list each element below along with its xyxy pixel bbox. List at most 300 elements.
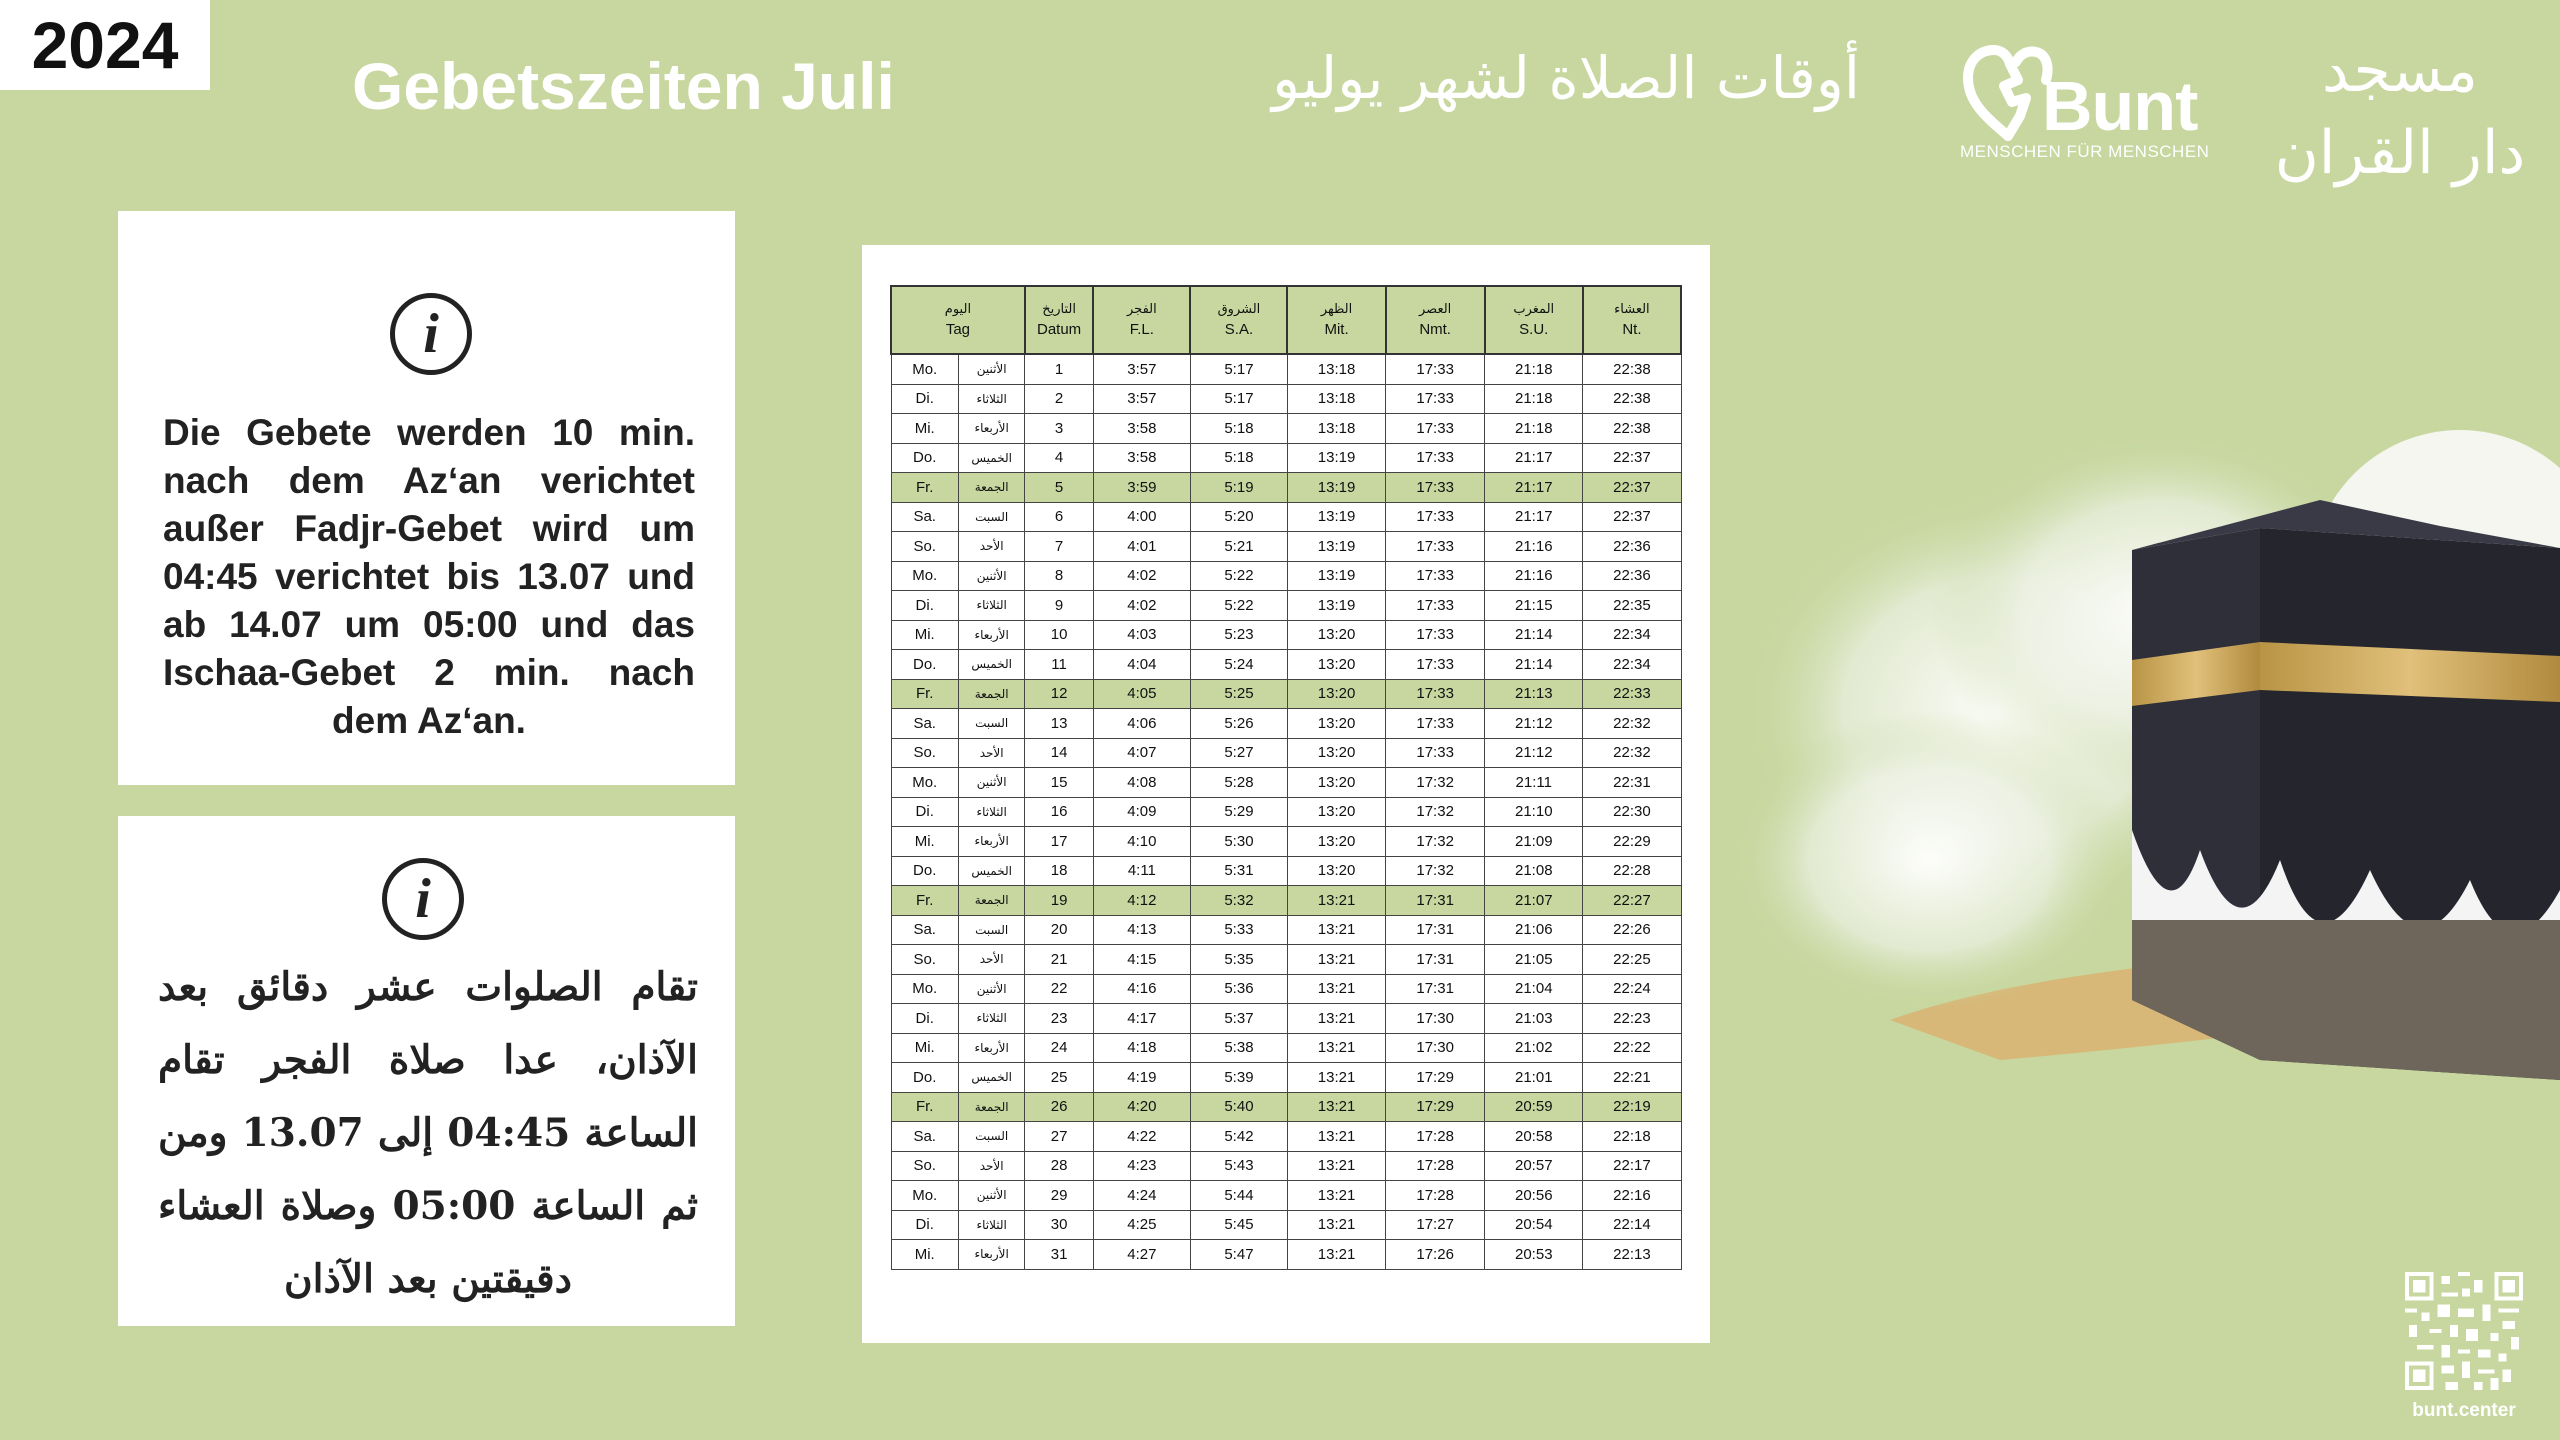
table-cell: 21:10 — [1485, 797, 1583, 827]
table-cell: 13:19 — [1287, 473, 1385, 503]
table-cell: 20:59 — [1485, 1092, 1583, 1122]
table-cell: 22:30 — [1583, 797, 1681, 827]
table-cell: 17:33 — [1386, 502, 1485, 532]
table-cell: الأربعاء — [958, 827, 1024, 857]
table-cell: 21:05 — [1485, 945, 1583, 975]
table-cell: 13:21 — [1287, 1240, 1385, 1270]
qr-code-label: bunt.center — [2412, 1400, 2516, 1421]
table-cell: 5:31 — [1190, 856, 1287, 886]
table-cell: 4:05 — [1093, 679, 1190, 709]
table-cell: الأحد — [958, 738, 1024, 768]
table-row — [891, 502, 1681, 532]
table-cell: 2 — [1025, 384, 1093, 414]
kaaba-stone-base — [2132, 920, 2560, 1080]
table-row — [891, 1151, 1681, 1181]
table-cell: 22:37 — [1583, 473, 1681, 503]
table-cell: 17:33 — [1386, 679, 1485, 709]
table-cell: 22:22 — [1583, 1033, 1681, 1063]
table-cell: 21:03 — [1485, 1004, 1583, 1034]
year-badge: 2024 — [0, 0, 210, 90]
table-cell: 4:18 — [1093, 1033, 1190, 1063]
table-cell: 5:47 — [1190, 1240, 1287, 1270]
table-cell: 22:36 — [1583, 561, 1681, 591]
table-cell: 20:56 — [1485, 1181, 1583, 1211]
table-cell: 22:38 — [1583, 414, 1681, 444]
table-cell: 13:18 — [1287, 384, 1385, 414]
table-row — [891, 473, 1681, 503]
info-icon: i — [382, 858, 464, 940]
table-cell: Di. — [891, 797, 958, 827]
table-cell: 4:00 — [1093, 502, 1190, 532]
table-row — [891, 1092, 1681, 1122]
table-cell: 5:39 — [1190, 1063, 1287, 1093]
table-cell: 4:16 — [1093, 974, 1190, 1004]
table-cell: 4:13 — [1093, 915, 1190, 945]
table-cell: 22:32 — [1583, 738, 1681, 768]
table-cell: 21:12 — [1485, 738, 1583, 768]
table-cell: 21:09 — [1485, 827, 1583, 857]
info-box-de — [118, 211, 735, 785]
mosque-name-line2: دار القران — [2274, 118, 2526, 188]
prayer-times-card — [862, 245, 1710, 1343]
table-cell: 4:12 — [1093, 886, 1190, 916]
table-cell: 20:58 — [1485, 1122, 1583, 1152]
table-cell: 17:33 — [1386, 709, 1485, 739]
table-cell: 13:21 — [1287, 915, 1385, 945]
table-cell: 13:20 — [1287, 620, 1385, 650]
table-cell: 3 — [1025, 414, 1093, 444]
table-row — [891, 827, 1681, 857]
table-cell: 5:29 — [1190, 797, 1287, 827]
table-cell: Sa. — [891, 1122, 958, 1152]
header-cell-sunrise: الشروق S.A. — [1190, 286, 1287, 354]
table-cell: Do. — [891, 856, 958, 886]
table-cell: الخميس — [958, 650, 1024, 680]
table-cell: 21:11 — [1485, 768, 1583, 798]
heart-logo-icon — [1960, 40, 2055, 150]
table-cell: الجمعة — [958, 886, 1024, 916]
table-cell: 22:18 — [1583, 1122, 1681, 1152]
table-cell: 17:33 — [1386, 620, 1485, 650]
header-cell-asr: العصر Nmt. — [1386, 286, 1485, 354]
table-cell: 21:15 — [1485, 591, 1583, 621]
prayer-times-table — [890, 285, 1682, 1270]
bunt-subtitle: MENSCHEN FÜR MENSCHEN — [1960, 142, 2210, 161]
table-cell: 5:27 — [1190, 738, 1287, 768]
header-cell-maghrib: المغرب S.U. — [1485, 286, 1583, 354]
table-row — [891, 856, 1681, 886]
table-cell: 5:37 — [1190, 1004, 1287, 1034]
table-cell: 22:28 — [1583, 856, 1681, 886]
table-cell: 13:20 — [1287, 768, 1385, 798]
table-cell: 17:33 — [1386, 532, 1485, 562]
table-cell: الجمعة — [958, 679, 1024, 709]
table-row — [891, 1181, 1681, 1211]
table-cell: 21:18 — [1485, 354, 1583, 384]
table-cell: 4:09 — [1093, 797, 1190, 827]
table-cell: 5:18 — [1190, 443, 1287, 473]
table-cell: السبت — [958, 915, 1024, 945]
bunt-logo[interactable] — [1960, 40, 2210, 165]
mosque-name — [2270, 30, 2530, 194]
table-cell: 21:07 — [1485, 886, 1583, 916]
table-cell: 22:33 — [1583, 679, 1681, 709]
table-cell: 4 — [1025, 443, 1093, 473]
table-cell: 22:32 — [1583, 709, 1681, 739]
table-cell: 17:33 — [1386, 738, 1485, 768]
table-cell: الثلاثاء — [958, 797, 1024, 827]
table-cell: Mo. — [891, 354, 958, 384]
table-cell: 5:33 — [1190, 915, 1287, 945]
table-cell: 17:33 — [1386, 591, 1485, 621]
table-row — [891, 768, 1681, 798]
table-cell: 4:19 — [1093, 1063, 1190, 1093]
table-cell: الثلاثاء — [958, 1210, 1024, 1240]
table-cell: Mi. — [891, 414, 958, 444]
table-cell: 5:19 — [1190, 473, 1287, 503]
header-cell-isha: العشاء Nt. — [1583, 286, 1681, 354]
bunt-wordmark: Bunt — [2042, 67, 2198, 145]
info-icon: i — [390, 293, 472, 375]
table-cell: 8 — [1025, 561, 1093, 591]
table-cell: 28 — [1025, 1151, 1093, 1181]
table-cell: Sa. — [891, 709, 958, 739]
table-cell: 21:14 — [1485, 650, 1583, 680]
table-cell: 17:32 — [1386, 827, 1485, 857]
table-cell: Fr. — [891, 473, 958, 503]
table-cell: الجمعة — [958, 1092, 1024, 1122]
table-cell: 13:19 — [1287, 561, 1385, 591]
table-cell: 13:21 — [1287, 1033, 1385, 1063]
table-cell: 22:38 — [1583, 354, 1681, 384]
table-cell: 13:18 — [1287, 354, 1385, 384]
table-cell: Mo. — [891, 1181, 958, 1211]
table-cell: 23 — [1025, 1004, 1093, 1034]
table-cell: 13:21 — [1287, 1151, 1385, 1181]
table-cell: 21:08 — [1485, 856, 1583, 886]
table-row — [891, 650, 1681, 680]
table-cell: 17:28 — [1386, 1181, 1485, 1211]
table-cell: الجمعة — [958, 473, 1024, 503]
table-cell: 4:07 — [1093, 738, 1190, 768]
table-cell: 20 — [1025, 915, 1093, 945]
table-cell: Sa. — [891, 502, 958, 532]
table-cell: 4:24 — [1093, 1181, 1190, 1211]
table-cell: 21:06 — [1485, 915, 1583, 945]
table-cell: الخميس — [958, 856, 1024, 886]
table-cell: 22:29 — [1583, 827, 1681, 857]
table-cell: 5:38 — [1190, 1033, 1287, 1063]
table-cell: 21:13 — [1485, 679, 1583, 709]
table-row — [891, 1063, 1681, 1093]
table-cell: 13:21 — [1287, 1063, 1385, 1093]
table-cell: 22:37 — [1583, 502, 1681, 532]
table-cell: Mo. — [891, 561, 958, 591]
table-cell: 13:21 — [1287, 1092, 1385, 1122]
table-cell: 12 — [1025, 679, 1093, 709]
table-cell: 13:19 — [1287, 591, 1385, 621]
table-cell: 25 — [1025, 1063, 1093, 1093]
table-cell: 22:35 — [1583, 591, 1681, 621]
table-cell: Fr. — [891, 679, 958, 709]
table-cell: 22:14 — [1583, 1210, 1681, 1240]
table-cell: الأربعاء — [958, 414, 1024, 444]
kaaba-illustration — [1700, 380, 2560, 1180]
table-cell: 4:03 — [1093, 620, 1190, 650]
table-cell: 15 — [1025, 768, 1093, 798]
table-row — [891, 1210, 1681, 1240]
table-cell: الأحد — [958, 945, 1024, 975]
table-row — [891, 974, 1681, 1004]
table-cell: 22:26 — [1583, 915, 1681, 945]
table-cell: 13:20 — [1287, 738, 1385, 768]
table-cell: 13:19 — [1287, 532, 1385, 562]
table-cell: 5:30 — [1190, 827, 1287, 857]
table-cell: 17:33 — [1386, 384, 1485, 414]
table-cell: 6 — [1025, 502, 1093, 532]
table-cell: 17:30 — [1386, 1033, 1485, 1063]
table-cell: 21:04 — [1485, 974, 1583, 1004]
table-cell: 5 — [1025, 473, 1093, 503]
info-text-ar: تقام الصلوات عشر دقائق بعد الآذان، عدا صلاة الفجر تقام الساعة 04:45 إلى 13.07 ومن ثم الساعة 05:00 وصلاة العشاء دقيقتين بعد الآذان — [158, 964, 698, 1302]
table-row — [891, 886, 1681, 916]
table-cell: 22:36 — [1583, 532, 1681, 562]
table-cell: الأربعاء — [958, 1240, 1024, 1270]
table-cell: 22:19 — [1583, 1092, 1681, 1122]
table-cell: 13:20 — [1287, 679, 1385, 709]
table-cell: 13:20 — [1287, 797, 1385, 827]
table-cell: 17:29 — [1386, 1063, 1485, 1093]
table-cell: 5:43 — [1190, 1151, 1287, 1181]
table-cell: الأثنين — [958, 354, 1024, 384]
table-cell: الخميس — [958, 443, 1024, 473]
table-cell: الأثنين — [958, 974, 1024, 1004]
table-row — [891, 679, 1681, 709]
table-row — [891, 945, 1681, 975]
table-cell: 5:17 — [1190, 384, 1287, 414]
table-cell: 14 — [1025, 738, 1093, 768]
table-cell: 4:02 — [1093, 561, 1190, 591]
table-cell: 13:21 — [1287, 886, 1385, 916]
table-cell: 22:31 — [1583, 768, 1681, 798]
table-cell: 30 — [1025, 1210, 1093, 1240]
table-cell: 5:22 — [1190, 591, 1287, 621]
table-cell: 27 — [1025, 1122, 1093, 1152]
table-cell: 17:33 — [1386, 561, 1485, 591]
table-cell: Fr. — [891, 886, 958, 916]
table-cell: 4:04 — [1093, 650, 1190, 680]
header-cell-date: التاريخ Datum — [1025, 286, 1093, 354]
table-cell: 4:20 — [1093, 1092, 1190, 1122]
table-cell: Di. — [891, 384, 958, 414]
table-cell: Mi. — [891, 620, 958, 650]
header-cell-dhuhr: الظهر Mit. — [1287, 286, 1385, 354]
table-cell: 5:42 — [1190, 1122, 1287, 1152]
table-cell: الأحد — [958, 1151, 1024, 1181]
table-cell: Mi. — [891, 1240, 958, 1270]
table-cell: 26 — [1025, 1092, 1093, 1122]
table-cell: 22:38 — [1583, 384, 1681, 414]
table-cell: 17:31 — [1386, 945, 1485, 975]
table-cell: 13 — [1025, 709, 1093, 739]
table-cell: 17:32 — [1386, 856, 1485, 886]
table-cell: 22:27 — [1583, 886, 1681, 916]
table-cell: 3:58 — [1093, 414, 1190, 444]
table-cell: 17:33 — [1386, 354, 1485, 384]
table-cell: 13:19 — [1287, 502, 1385, 532]
table-cell: 21:16 — [1485, 561, 1583, 591]
table-cell: 17:31 — [1386, 915, 1485, 945]
table-cell: السبت — [958, 502, 1024, 532]
table-cell: 5:36 — [1190, 974, 1287, 1004]
table-row — [891, 620, 1681, 650]
table-cell: Do. — [891, 1063, 958, 1093]
table-cell: 21:01 — [1485, 1063, 1583, 1093]
qr-code-icon[interactable] — [2405, 1272, 2523, 1390]
table-cell: Do. — [891, 443, 958, 473]
table-cell: So. — [891, 945, 958, 975]
table-cell: 17:33 — [1386, 414, 1485, 444]
table-cell: 10 — [1025, 620, 1093, 650]
table-cell: Fr. — [891, 1092, 958, 1122]
table-cell: Di. — [891, 1004, 958, 1034]
table-row — [891, 443, 1681, 473]
table-cell: 4:25 — [1093, 1210, 1190, 1240]
table-cell: 17:31 — [1386, 974, 1485, 1004]
table-cell: 21:12 — [1485, 709, 1583, 739]
table-cell: 22:21 — [1583, 1063, 1681, 1093]
table-cell: 5:44 — [1190, 1181, 1287, 1211]
table-cell: الأحد — [958, 532, 1024, 562]
table-cell: 22:34 — [1583, 620, 1681, 650]
table-cell: 17:32 — [1386, 797, 1485, 827]
table-cell: 19 — [1025, 886, 1093, 916]
table-cell: 13:21 — [1287, 945, 1385, 975]
table-cell: 22:25 — [1583, 945, 1681, 975]
table-cell: 5:32 — [1190, 886, 1287, 916]
table-cell: 5:20 — [1190, 502, 1287, 532]
table-cell: 5:21 — [1190, 532, 1287, 562]
table-cell: Do. — [891, 650, 958, 680]
table-cell: الأثنين — [958, 768, 1024, 798]
table-cell: 5:17 — [1190, 354, 1287, 384]
table-cell: 13:21 — [1287, 1181, 1385, 1211]
table-cell: 5:28 — [1190, 768, 1287, 798]
table-cell: 20:54 — [1485, 1210, 1583, 1240]
page-title-de: Gebetszeiten Juli — [352, 49, 895, 123]
table-cell: 4:10 — [1093, 827, 1190, 857]
table-cell: Di. — [891, 591, 958, 621]
table-cell: 17:27 — [1386, 1210, 1485, 1240]
table-cell: 4:17 — [1093, 1004, 1190, 1034]
table-cell: 13:19 — [1287, 443, 1385, 473]
table-cell: 20:57 — [1485, 1151, 1583, 1181]
table-cell: 13:21 — [1287, 974, 1385, 1004]
table-cell: 5:24 — [1190, 650, 1287, 680]
table-cell: 17:33 — [1386, 443, 1485, 473]
table-cell: 5:25 — [1190, 679, 1287, 709]
table-cell: 22:37 — [1583, 443, 1681, 473]
table-cell: 9 — [1025, 591, 1093, 621]
table-cell: 21:18 — [1485, 414, 1583, 444]
info-box-ar — [118, 816, 735, 1326]
table-cell: الثلاثاء — [958, 384, 1024, 414]
table-cell: 4:08 — [1093, 768, 1190, 798]
table-cell: 5:22 — [1190, 561, 1287, 591]
table-cell: 21:02 — [1485, 1033, 1583, 1063]
table-row — [891, 561, 1681, 591]
table-cell: الثلاثاء — [958, 591, 1024, 621]
table-cell: Mo. — [891, 768, 958, 798]
header-cell-day: اليوم Tag — [891, 286, 1025, 354]
table-cell: الخميس — [958, 1063, 1024, 1093]
table-cell: 13:20 — [1287, 856, 1385, 886]
table-cell: Sa. — [891, 915, 958, 945]
table-cell: الأثنين — [958, 1181, 1024, 1211]
table-cell: 11 — [1025, 650, 1093, 680]
table-cell: 22:13 — [1583, 1240, 1681, 1270]
table-cell: 22:24 — [1583, 974, 1681, 1004]
table-cell: 17:26 — [1386, 1240, 1485, 1270]
table-cell: 21:17 — [1485, 473, 1583, 503]
table-cell: 3:57 — [1093, 354, 1190, 384]
table-cell: 4:22 — [1093, 1122, 1190, 1152]
table-row — [891, 384, 1681, 414]
cloud-3 — [1730, 710, 2130, 1010]
table-cell: 22:34 — [1583, 650, 1681, 680]
table-row — [891, 1004, 1681, 1034]
table-cell: 4:06 — [1093, 709, 1190, 739]
table-cell: 13:21 — [1287, 1210, 1385, 1240]
table-cell: 4:11 — [1093, 856, 1190, 886]
table-row — [891, 709, 1681, 739]
table-cell: 21:14 — [1485, 620, 1583, 650]
table-row — [891, 591, 1681, 621]
table-cell: Di. — [891, 1210, 958, 1240]
table-cell: 31 — [1025, 1240, 1093, 1270]
table-cell: 13:21 — [1287, 1004, 1385, 1034]
header-cell-fajr: الفجر F.L. — [1093, 286, 1190, 354]
table-cell: 20:53 — [1485, 1240, 1583, 1270]
info-text-de: Die Gebete werden 10 min. nach dem Az‘an verichtet außer Fadjr-Gebet wird um 04:45 verichtet bis 13.07 und ab 14.07 um 05:00 und das Ischaa-Gebet 2 min. nach dem Az‘an. — [163, 412, 695, 741]
table-row — [891, 1033, 1681, 1063]
table-cell: 21:17 — [1485, 502, 1583, 532]
table-cell: 21:16 — [1485, 532, 1583, 562]
table-cell: 17:31 — [1386, 886, 1485, 916]
table-cell: Mi. — [891, 827, 958, 857]
table-cell: 21:18 — [1485, 384, 1583, 414]
table-cell: 5:18 — [1190, 414, 1287, 444]
table-cell: 4:15 — [1093, 945, 1190, 975]
table-cell: 3:57 — [1093, 384, 1190, 414]
table-cell: الأربعاء — [958, 1033, 1024, 1063]
table-cell: 1 — [1025, 354, 1093, 384]
table-cell: 3:58 — [1093, 443, 1190, 473]
table-cell: 17:28 — [1386, 1151, 1485, 1181]
table-cell: الأثنين — [958, 561, 1024, 591]
table-cell: 4:27 — [1093, 1240, 1190, 1270]
table-cell: So. — [891, 1151, 958, 1181]
table-cell: 13:18 — [1287, 414, 1385, 444]
table-cell: 17:28 — [1386, 1122, 1485, 1152]
table-cell: Mi. — [891, 1033, 958, 1063]
table-row — [891, 797, 1681, 827]
table-row — [891, 1122, 1681, 1152]
table-cell: 17:30 — [1386, 1004, 1485, 1034]
table-cell: So. — [891, 738, 958, 768]
table-header-row — [891, 286, 1681, 354]
table-cell: 5:40 — [1190, 1092, 1287, 1122]
